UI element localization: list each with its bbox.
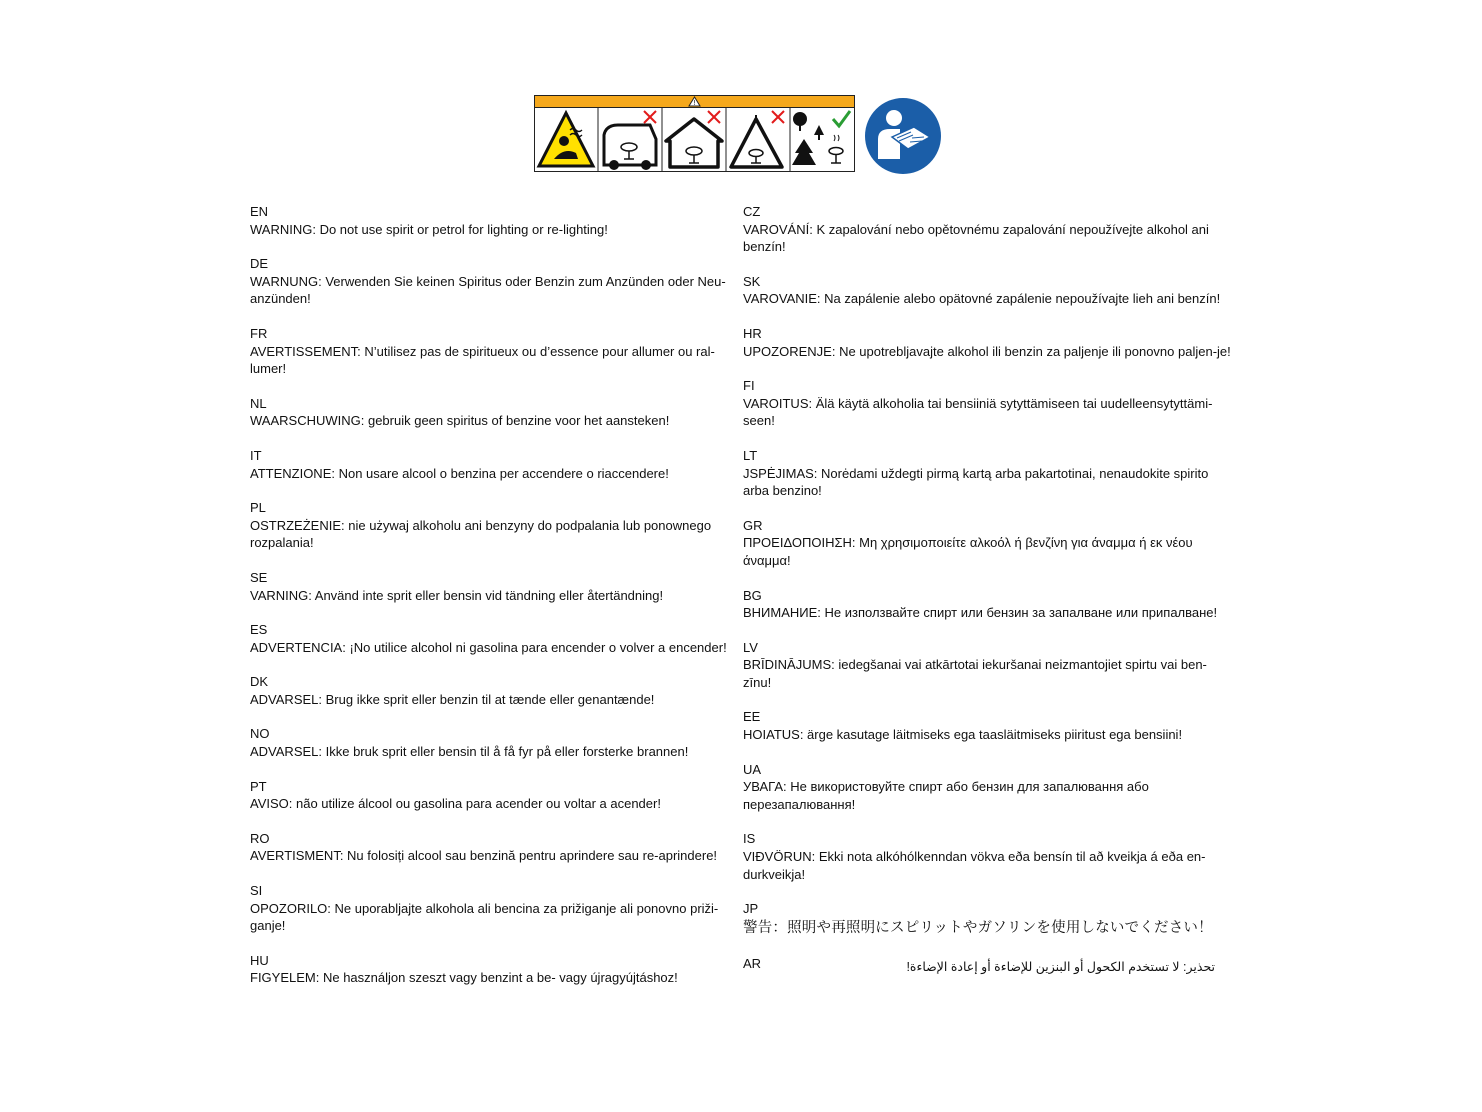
language-code: IT (250, 447, 262, 463)
language-code: HU (250, 952, 269, 968)
language-code: EE (743, 709, 761, 725)
warning-entry (250, 952, 736, 987)
warning-entry (250, 882, 736, 935)
warning-text: VARNING: Använd inte sprit eller bensin vid tändning eller återtändning! (250, 587, 664, 603)
warning-entry (743, 761, 1233, 814)
warning-text: AVERTISSEMENT: N’utilisez pas de spiritueux ou d’essence pour allumer ou ral-lumer! (250, 343, 715, 377)
language-code: CZ (743, 204, 761, 219)
language-code: JP (743, 901, 759, 917)
language-code: EN (250, 204, 269, 219)
language-code: SE (250, 569, 268, 585)
warning-entry (743, 830, 1233, 883)
language-code: FR (250, 325, 268, 341)
warning-text: ADVARSEL: Brug ikke sprit eller benzin til at tænde eller genantænde! (250, 691, 655, 707)
warning-entry (250, 778, 736, 813)
warning-entry (250, 395, 736, 430)
language-code: DE (250, 256, 269, 272)
language-code: AR (743, 955, 762, 971)
warning-text: ВНИМАНИЕ: Не използвайте спирт или бензин за запалване или припалване! (743, 605, 1218, 621)
read-manual-icon (864, 97, 942, 175)
language-code: PL (250, 500, 266, 516)
language-code: SK (743, 273, 761, 289)
warning-entry (743, 203, 1233, 256)
warning-entry (743, 900, 1233, 938)
language-code: DK (250, 674, 269, 690)
warning-text: ADVARSEL: Ikke bruk sprit eller bensin til å få fyr på eller forsterke brannen! (250, 744, 689, 760)
warning-text: تحذير: لا تستخدم الكحول أو البنزين للإضاءة أو إعادة الإضاءة! (906, 959, 1215, 974)
language-code: BG (743, 587, 762, 603)
language-code: NO (250, 726, 270, 742)
svg-text:!: ! (693, 99, 696, 107)
warning-entry (250, 447, 736, 482)
language-code: UA (743, 761, 762, 777)
warning-text: VAROITUS: Älä käytä alkoholia tai bensiiniä sytyttämiseen tai uudelleensytyttämi-seen! (743, 395, 1213, 429)
hazard-pictogram-strip (534, 95, 856, 173)
language-code: SI (250, 883, 263, 899)
warning-entry (743, 325, 1233, 360)
warning-entry (250, 621, 736, 656)
warning-text: OSTRZEŻENIE: nie używaj alkoholu ani benzyny do podpalania lub ponownego rozpalania! (250, 517, 712, 551)
warning-entry (250, 499, 736, 552)
warning-entry (743, 517, 1233, 570)
language-code: GR (743, 517, 763, 533)
language-code: HR (743, 325, 762, 341)
warning-text: JSPĖJIMAS: Norėdami uždegti pirmą kartą arba pakartotinai, nenaudokite spirito arba benzino! (743, 465, 1209, 499)
warning-entry (250, 255, 736, 308)
warning-entry (250, 725, 736, 760)
language-code: PT (250, 778, 267, 794)
language-code: LV (743, 639, 758, 655)
warning-text: BRĪDINĀJUMS: iedegšanai vai atkārtotai iekuršanai neizmantojiet spirtu vai ben-zīnu! (743, 657, 1207, 690)
language-code: ES (250, 622, 268, 638)
warning-entry (743, 955, 1233, 975)
warning-entry (743, 273, 1233, 308)
warning-text: UPOZORENJE: Ne upotrebljavajte alkohol ili benzin za paljenje ili ponovno paljen-je! (743, 343, 1231, 359)
warning-entry (743, 708, 1233, 743)
warning-text: УВАГА: Не використовуйте спирт або бензин для запалювання або перезапалювання! (743, 779, 1149, 812)
warning-entry (250, 830, 736, 865)
warning-text: FIGYELEM: Ne használjon szeszt vagy benzint a be- vagy újragyújtáshoz! (250, 970, 678, 986)
warning-text: ADVERTENCIA: ¡No utilice alcohol ni gasolina para encender o volver a encender! (250, 639, 727, 655)
language-code: IS (743, 831, 756, 847)
warning-text: 警告：照明や再照明にスピリットやガソリンを使用しないでください！ (743, 919, 1213, 936)
warning-text: HOIATUS: ärge kasutage läitmiseks ega taasläitmiseks piiritust ega bensiini! (743, 727, 1183, 743)
warning-entry (250, 325, 736, 378)
warning-entry (743, 377, 1233, 430)
warning-entry (250, 203, 736, 238)
warning-text: WARNUNG: Verwenden Sie keinen Spiritus oder Benzin zum Anzünden oder Neu-anzünden! (250, 273, 726, 307)
warning-entry (250, 673, 736, 708)
warnings-column-left (250, 203, 736, 1004)
warnings-column-right (743, 203, 1233, 992)
warning-text: VIÐVÖRUN: Ekki nota alkóhólkenndan vökva eða bensín til að kveikja á eða en-durkveikja! (743, 849, 1206, 882)
language-code: FI (743, 378, 755, 394)
language-code: NL (250, 395, 267, 411)
warning-text: VAROVÁNÍ: K zapalování nebo opětovnému zapalování nepoužívejte alkohol ani benzín! (743, 221, 1209, 255)
warning-text: WARNING: Do not use spirit or petrol for lighting or re-lighting! (250, 221, 608, 237)
warning-text: AVISO: não utilize álcool ou gasolina para acender ou voltar a acender! (250, 796, 661, 812)
warning-text: VAROVANIE: Na zapálenie alebo opätovné zapálenie nepoužívajte lieh ani benzín! (743, 291, 1221, 307)
language-code: LT (743, 447, 758, 463)
warning-text: WAARSCHUWING: gebruik geen spiritus of benzine voor het aansteken! (250, 413, 670, 429)
warning-text: AVERTISMENT: Nu folosiți alcool sau benzină pentru aprindere sau re-aprindere! (250, 848, 718, 864)
warning-entry (743, 639, 1233, 692)
warning-text: ATTENZIONE: Non usare alcool o benzina per accendere o riaccendere! (250, 465, 669, 481)
warning-text: OPOZORILO: Ne uporabljajte alkohola ali bencina za prižiganje ali ponovno priži-ganje! (250, 900, 719, 934)
warning-entry (743, 587, 1233, 622)
warning-entry (250, 569, 736, 604)
warning-entry (743, 447, 1233, 500)
language-code: RO (250, 830, 270, 846)
warning-text: ΠΡΟΕΙΔΟΠΟΙΗΣΗ: Μη χρησιμοποιείτε αλκοόλ ή βενζίνη για άναμμα ή εκ νέου άναμμα! (743, 535, 1193, 568)
